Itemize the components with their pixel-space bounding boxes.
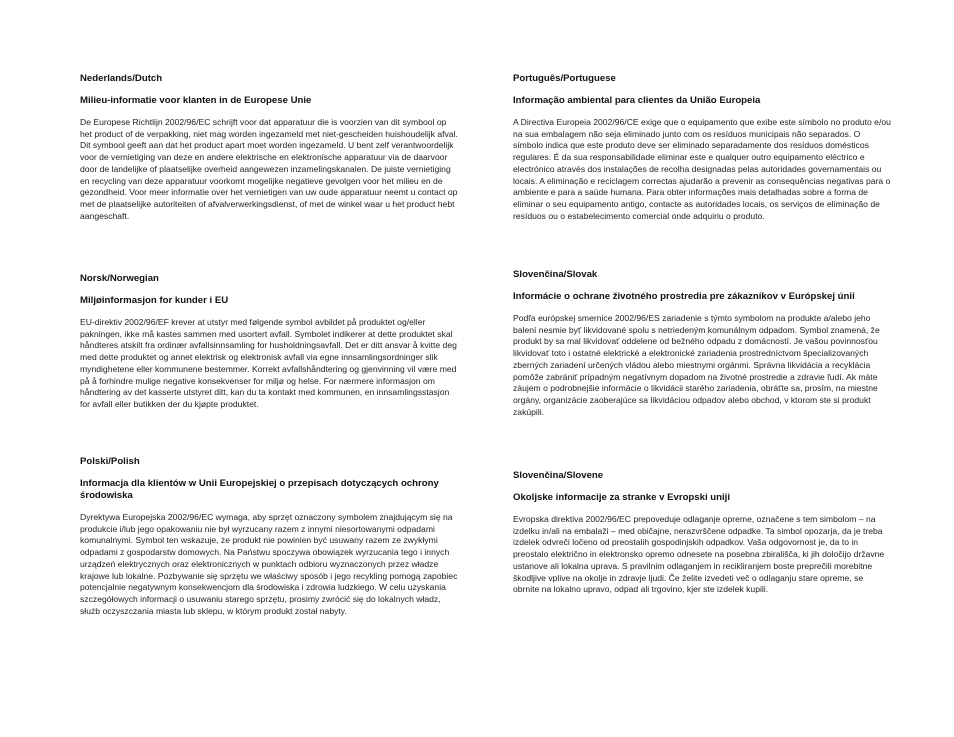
section-dutch — [80, 73, 460, 222]
section-slovene — [513, 470, 891, 596]
language-label: Slovenčina/Slovak — [513, 269, 598, 280]
section-slovak — [513, 269, 891, 418]
section-body: Podľa európskej smernice 2002/96/ES zariadenie s týmto symbolom na produkte a/alebo jeho balení nesmie byť likvidované spolu s netriedeným komunálnym odpadom. Symbol znamená, že produkt by sa mal likvidovať oddelene od bežného odpadu z domácností. Je vašou povinnosťou likvidovať toto i ostatné elektrické a elektronické zariadenia prostredníctvom špecializovaných zberných zariadení určených vládou alebo miestnymi orgánmi. Správna likvidácia a recyklácia pomôže zabrániť prípadným negatívnym dopadom na životné prostredie a zdravie ľudí. Ak máte záujem o podrobnejšie informácie o likvidácii starého zariadenia, obráťte sa, prosím, na miestne orgány, organizácie zaoberajúce sa likvidáciou odpadov alebo obchod, v ktorom ste si produkt zakúpili. — [513, 313, 880, 417]
section-heading: Okoljske informacije za stranke v Evropski uniji — [513, 492, 731, 503]
section-heading: Milieu-informatie voor klanten in de Europese Unie — [80, 95, 312, 106]
language-label: Norsk/Norwegian — [80, 273, 159, 284]
section-heading: Miljøinformasjon for kunder i EU — [80, 295, 229, 306]
section-heading: Informácie o ochrane životného prostredia pre zákazníkov v Európskej únii — [513, 291, 855, 302]
section-norwegian — [80, 273, 460, 411]
section-portuguese — [513, 73, 891, 222]
language-label: Slovenčina/Slovene — [513, 470, 604, 481]
section-heading: Informação ambiental para clientes da União Europeia — [513, 95, 761, 106]
section-body: Dyrektywa Europejska 2002/96/EC wymaga, aby sprzęt oznaczony symbolem znajdującym się na produkcie i/lub jego opakowaniu nie był wyrzucany razem z innymi niesortowanymi odpadami komunalnymi. Symbol ten wskazuje, że produkt nie powinien być usuwany razem ze zwykłymi odpadami z gospodarstw domowych. Na Państwu spoczywa obowiązek wyrzucania tego i innych urządzeń elektrycznych oraz elektronicznych w punktach odbioru wyznaczonych przez władze krajowe lub lokalne. Pozbywanie się sprzętu we właściwy sposób i jego recykling pomogą zapobiec potencjalnie negatywnym konsekwencjom dla środowiska i zdrowia ludzkiego. W celu uzyskania szczegółowych informacji o usuwaniu starego sprzętu, prosimy zwrócić się do lokalnych władz, służb oczyszczania miasta lub sklepu, w którym produkt został nabyty. — [80, 512, 458, 616]
language-label: Português/Portuguese — [513, 73, 616, 84]
section-heading: Informacja dla klientów w Unii Europejskiej o przepisach dotyczących ochrony środowiska — [80, 478, 439, 501]
section-body: A Directiva Europeia 2002/96/CE exige que o equipamento que exibe este símbolo no produto e/ou na sua embalagem não seja eliminado junto com os resíduos municipais não separados. O símbolo indica que este produto deve ser eliminado separadamente dos resíduos domésticos regulares. É da sua responsabilidade eliminar este e qualquer outro equipamento eléctrico e electrónico através dos instalações de recolha designadas pelas autoridades governamentais ou locais. A eliminação e reciclagem correctas ajudarão a prevenir as consequências negativas para o ambiente e para a saúde humana. Para obter informações mais detalhadas sobre a forma de eliminar o seu equipamento antigo, contacte as autoridades locais, os serviços de eliminação de resíduos ou o estabelecimento comercial onde adquiriu o produto. — [513, 117, 891, 221]
section-body: EU-direktiv 2002/96/EF krever at utstyr med følgende symbol avbildet på produktet og/eller pakningen, ikke må kastes sammen med usortert avfall. Symbolet indikerer at dette produktet skal håndteres atskilt fra ordinær avfallsinnsamling for husholdningsavfall. Det er ditt ansvar å kvitte deg med dette produktet og annet elektrisk og elektronisk avfall via egne innsamlingsordninger slik myndighetene eller kommunene bestemmer. Korrekt avfallshåndtering og gjenvinning vil være med på å forhindre mulige negative konsekvenser for miljø og helse. For nærmere informasjon om håndtering av det kasserte utstyret ditt, kan du ta kontakt med kommunen, en innsamlingsstasjon for avfall eller butikken der du kjøpte produktet. — [80, 317, 457, 409]
language-label: Polski/Polish — [80, 456, 140, 467]
section-body: De Europese Richtlijn 2002/96/EC schrijft voor dat apparatuur die is voorzien van dit symbool op het product of de verpakking, niet mag worden ingezameld met niet-gescheiden huishoudelijk afval. Dit symbool geeft aan dat het product apart moet worden ingezameld. U bent zelf verantwoordelijk voor de vernietiging van deze en andere elektrische en elektronische apparatuur via de daarvoor door de landelijke of plaatselijke overheid aangewezen inzamelingskanalen. De juiste vernietiging en recycling van deze apparatuur voorkomt mogelijke negatieve gevolgen voor het milieu en de gezondheid. Voor meer informatie over het vernietigen van uw oude apparatuur neemt u contact op met de plaatselijke autoriteiten of afvalverwerkingsdienst, of met de winkel waar u het product hebt aangeschaft. — [80, 117, 458, 221]
section-body: Evropska direktiva 2002/96/EC prepoveduje odlaganje opreme, označene s tem simbolom – na izdelku in/ali na embalaži – med običajne, nerazvrščene odpadke. Ta simbol opozarja, da je treba izdelek odvreči ločeno od preostalih gospodinjskih odpadkov. Vaša odgovornost je, da to in preostalo električno in elektronsko opremo odnesete na posebna zbirališča, ki jih določijo državne ustanove ali lokalna uprava. S pravilnim odlaganjem in recikliranjem boste preprečili morebitne škodljive vplive na okolje in zdravje ljudi. Če želite izvedeti več o odlaganju stare opreme, se obrnite na lokalno upravo, odpad ali trgovino, kjer ste izdelek kupili. — [513, 514, 885, 595]
section-polish — [80, 456, 460, 617]
language-label: Nederlands/Dutch — [80, 73, 163, 84]
